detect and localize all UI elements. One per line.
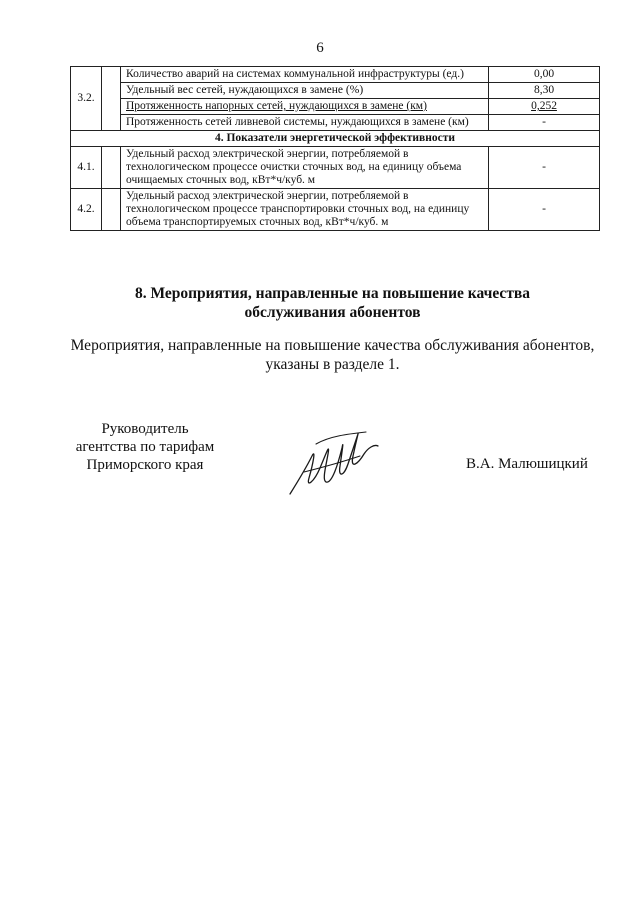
section-title (0, 284, 640, 322)
indicator-label: Протяженность напорных сетей, нуждающихся в замене (км) (121, 99, 489, 115)
section-header: 4. Показатели энергетической эффективности (71, 131, 600, 147)
row-number: 4.2. (71, 189, 102, 231)
indicator-value: - (489, 115, 600, 131)
spacer-cell (102, 147, 121, 189)
indicator-label: Протяженность сетей ливневой системы, нуждающихся в замене (км) (121, 115, 489, 131)
spacer-cell (102, 67, 121, 131)
indicator-label: Удельный расход электрической энергии, потребляемой в технологическом процессе очистки сточных вод, на единицу объема очищаемых сточных вод, кВт*ч/куб. м (121, 147, 489, 189)
indicator-label: Удельный расход электрической энергии, потребляемой в технологическом процессе транспортировки сточных вод, на единицу объема транспортируемых сточных вод, кВт*ч/куб. м (121, 189, 489, 231)
handwritten-signature (286, 428, 382, 498)
indicator-value: - (489, 189, 600, 231)
spacer-cell (102, 189, 121, 231)
row-number: 3.2. (71, 67, 102, 131)
indicator-value: 0,252 (489, 99, 600, 115)
table-row (71, 189, 600, 231)
table-row (71, 147, 600, 189)
section-title-line: обслуживания абонентов (244, 304, 421, 321)
table-row (71, 83, 600, 99)
table-row (71, 67, 600, 83)
indicators-table (70, 66, 600, 231)
indicator-value: 0,00 (489, 67, 600, 83)
signer-position (55, 420, 235, 474)
page-number: 6 (316, 40, 324, 56)
signer-name: В.А. Малюшицкий (466, 456, 588, 472)
row-number: 4.1. (71, 147, 102, 189)
indicator-value: 8,30 (489, 83, 600, 99)
section-title-line: 8. Мероприятия, направленные на повышение качества (134, 285, 531, 302)
indicator-label: Количество аварий на системах коммунальной инфраструктуры (ед.) (121, 67, 489, 83)
table-row (71, 99, 600, 115)
section-body (0, 336, 640, 374)
section-header-row (71, 131, 600, 147)
indicator-value: - (489, 147, 600, 189)
signer-position-line: Приморского края (86, 457, 204, 473)
section-body-line: Мероприятия, направленные на повышение качества обслуживания абонентов, (70, 337, 595, 354)
signer-position-line: Руководитель (101, 421, 189, 437)
section-body-line: указаны в разделе 1. (265, 356, 400, 373)
indicator-label: Удельный вес сетей, нуждающихся в замене (%) (121, 83, 489, 99)
signer-position-line: агентства по тарифам (75, 439, 215, 455)
table-row (71, 115, 600, 131)
